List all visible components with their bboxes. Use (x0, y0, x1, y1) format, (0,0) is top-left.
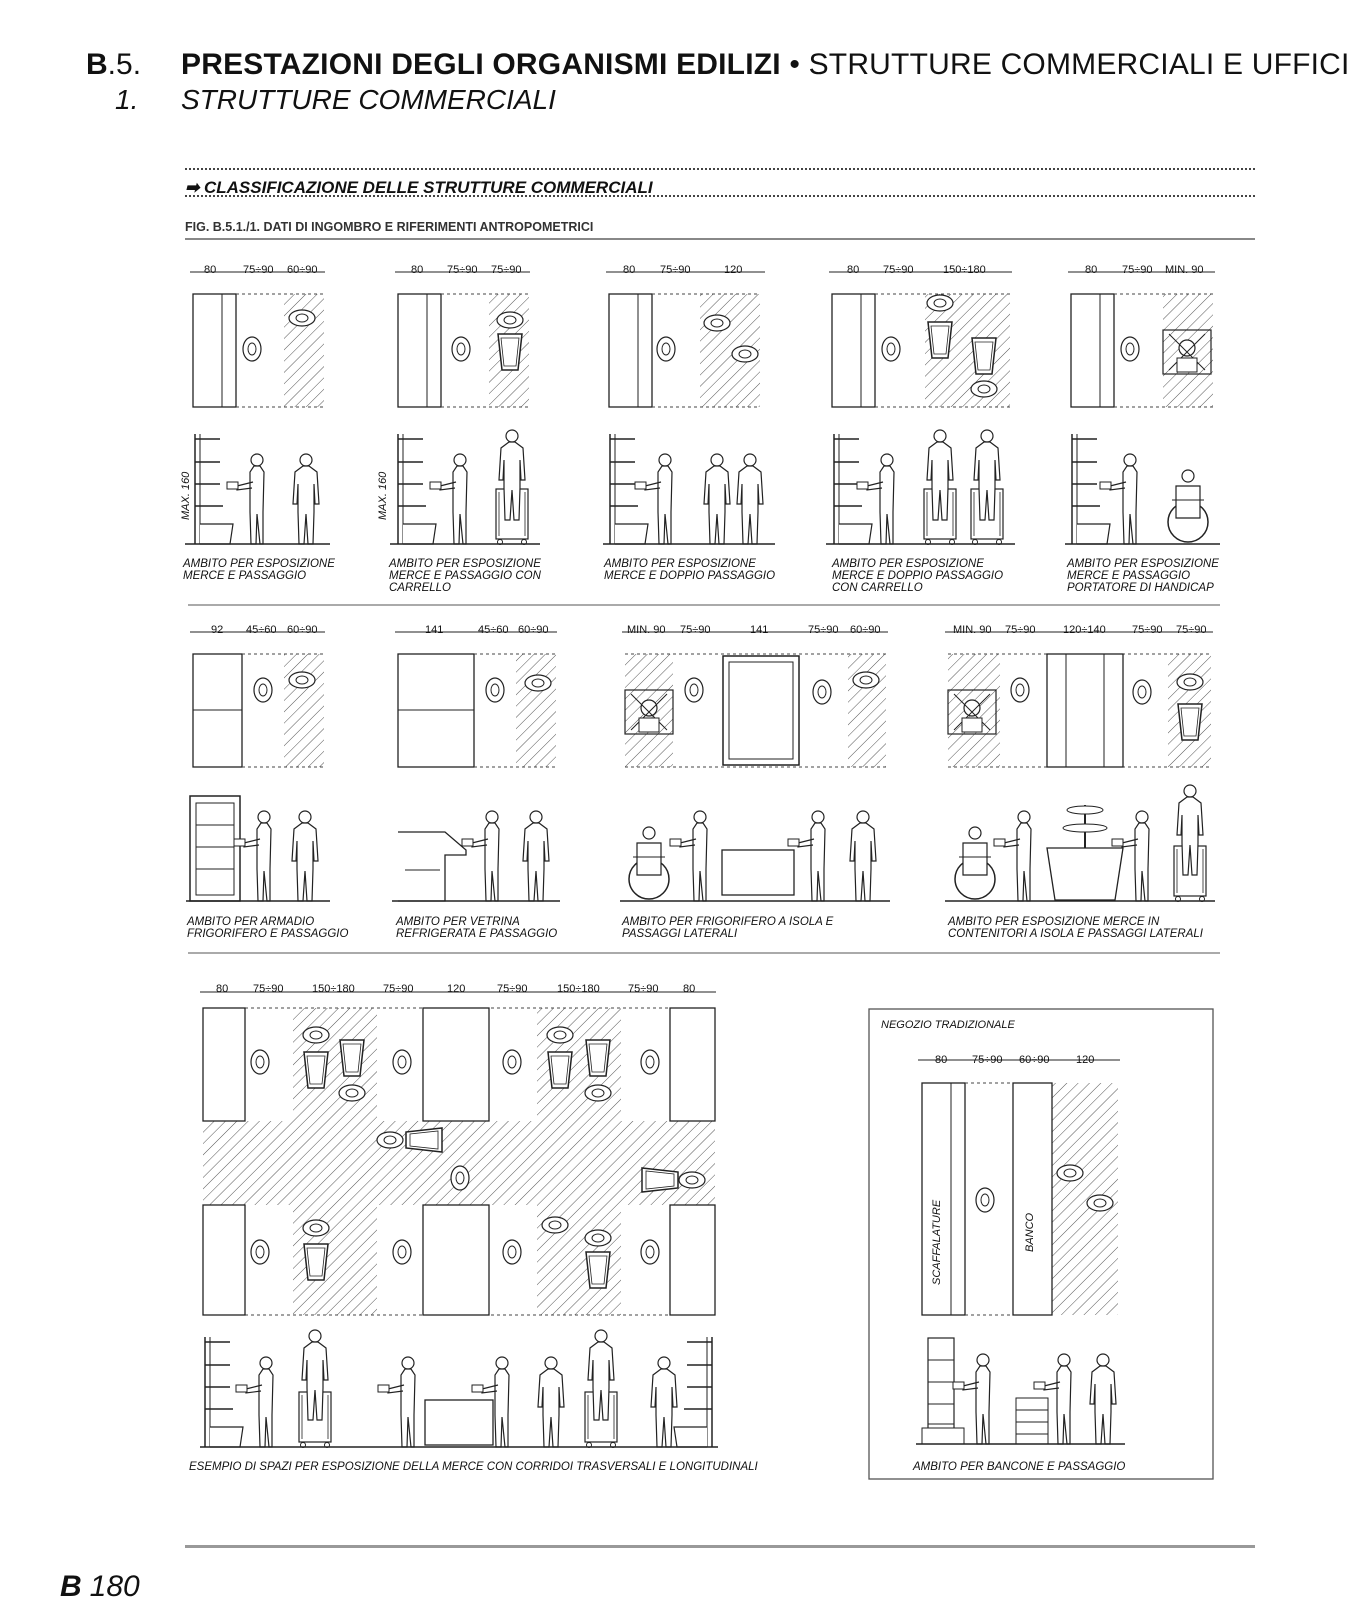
page-number: B 180 (60, 1570, 140, 1603)
section-title: ➡ CLASSIFICAZIONE DELLE STRUTTURE COMMERCIALI (185, 178, 653, 197)
dim-label: 75÷90 (1005, 624, 1036, 636)
plan-shelf (193, 294, 236, 407)
height-label: MAX. 160 (377, 471, 389, 520)
dim-label: 75÷90 (628, 983, 659, 995)
dim-label: 75÷90 (243, 264, 274, 276)
dim-label: 80 (204, 264, 217, 276)
row3-plan (200, 992, 716, 1315)
caption-row3: ESEMPIO DI SPAZI PER ESPOSIZIONE DELLA MERCE CON CORRIDOI TRASVERSALI E LONGITUDINALI (189, 1461, 758, 1473)
caption-row1-panel2: AMBITO PER ESPOSIZIONE MERCE E PASSAGGIO CON CARRELLO (389, 558, 541, 594)
dim-label: MIN. 90 (953, 624, 992, 636)
sub-title: STRUTTURE COMMERCIALI (181, 84, 556, 115)
row1-plans (193, 294, 1213, 407)
dim-label: 75÷90 (447, 264, 478, 276)
chapter-title: PRESTAZIONI DEGLI ORGANISMI EDILIZI • STRUTTURE COMMERCIALI E UFFICI (181, 48, 1350, 81)
dim-label: 120 (447, 983, 466, 995)
caption-row1-panel5: AMBITO PER ESPOSIZIONE MERCE E PASSAGGIO PORTATORE DI HANDICAP (1067, 558, 1219, 594)
row1-elevations (185, 430, 1220, 545)
dim-label: 75÷90 (808, 624, 839, 636)
dim-label: 45÷60 (478, 624, 509, 636)
height-label: MAX. 160 (180, 471, 192, 520)
caption-row1-panel1: AMBITO PER ESPOSIZIONE MERCE E PASSAGGIO (183, 558, 335, 582)
dim-label: 141 (750, 624, 769, 636)
dim-label: 150÷180 (312, 983, 355, 995)
dim-label: 80 (623, 264, 636, 276)
row3-elevation (200, 1330, 718, 1448)
dim-label: 75÷90 (383, 983, 414, 995)
negozio-box (869, 1009, 1213, 1479)
dim-label: 75÷90 (253, 983, 284, 995)
dim-label: 150÷180 (943, 264, 986, 276)
dim-label: 75÷90 (1176, 624, 1207, 636)
dim-label: 92 (211, 624, 224, 636)
dim-label: 45÷60 (246, 624, 277, 636)
sub-number: 1. (115, 84, 139, 115)
label-banco: BANCO (1024, 1212, 1036, 1252)
dim-label: 75÷90 (680, 624, 711, 636)
figure-title: FIG. B.5.1./1. DATI DI INGOMBRO E RIFERIMENTI ANTROPOMETRICI (185, 220, 594, 234)
dim-label: 75÷90 (1122, 264, 1153, 276)
caption-row1-panel3: AMBITO PER ESPOSIZIONE MERCE E DOPPIO PASSAGGIO (604, 558, 776, 582)
dim-label: 75÷90 (883, 264, 914, 276)
caption-negozio: AMBITO PER BANCONE E PASSAGGIO (913, 1461, 1126, 1473)
dim-label: 75÷90 (491, 264, 522, 276)
dim-label: 80 (216, 983, 229, 995)
row2-plans (193, 654, 1211, 767)
dim-label: 60÷90 (287, 624, 318, 636)
dim-label: 60÷90 (518, 624, 549, 636)
dim-label: 120÷140 (1063, 624, 1106, 636)
label-scaffalature: SCAFFALATURE (931, 1199, 943, 1285)
dim-label: 60÷90 (287, 264, 318, 276)
caption-row2-panel1: AMBITO PER ARMADIO FRIGORIFERO E PASSAGGIO (187, 916, 349, 940)
negozio-title: NEGOZIO TRADIZIONALE (881, 1019, 1015, 1031)
dim-label: 75÷90 (1132, 624, 1163, 636)
dim-label: MIN. 90 (627, 624, 666, 636)
dim-label: 80 (935, 1054, 948, 1066)
dim-label: 141 (425, 624, 444, 636)
dim-label: 75÷90 (660, 264, 691, 276)
footer-rule (185, 1545, 1255, 1548)
dim-label: 120 (1076, 1054, 1095, 1066)
caption-row2-panel3: AMBITO PER FRIGORIFERO A ISOLA E PASSAGGI LATERALI (622, 916, 834, 940)
caption-row2-panel4: AMBITO PER ESPOSIZIONE MERCE IN CONTENITORI A ISOLA E PASSAGGI LATERALI (948, 916, 1203, 940)
dim-label: 80 (1085, 264, 1098, 276)
dim-label: 150÷180 (557, 983, 600, 995)
dim-label: 120 (724, 264, 743, 276)
dim-label: 80 (683, 983, 696, 995)
row2-elevations (186, 785, 1215, 902)
caption-row1-panel4: AMBITO PER ESPOSIZIONE MERCE E DOPPIO PASSAGGIO CON CARRELLO (832, 558, 1004, 594)
caption-row2-panel2: AMBITO PER VETRINA REFRIGERATA E PASSAGGIO (396, 916, 558, 940)
chapter-code: B.5. (86, 48, 142, 81)
dim-label: 75÷90 (497, 983, 528, 995)
dim-label: 60÷90 (850, 624, 881, 636)
dim-label: MIN. 90 (1165, 264, 1204, 276)
dim-label: 60÷90 (1019, 1054, 1050, 1066)
dim-label: 80 (847, 264, 860, 276)
dim-label: 80 (411, 264, 424, 276)
dim-label: 75÷90 (972, 1054, 1003, 1066)
